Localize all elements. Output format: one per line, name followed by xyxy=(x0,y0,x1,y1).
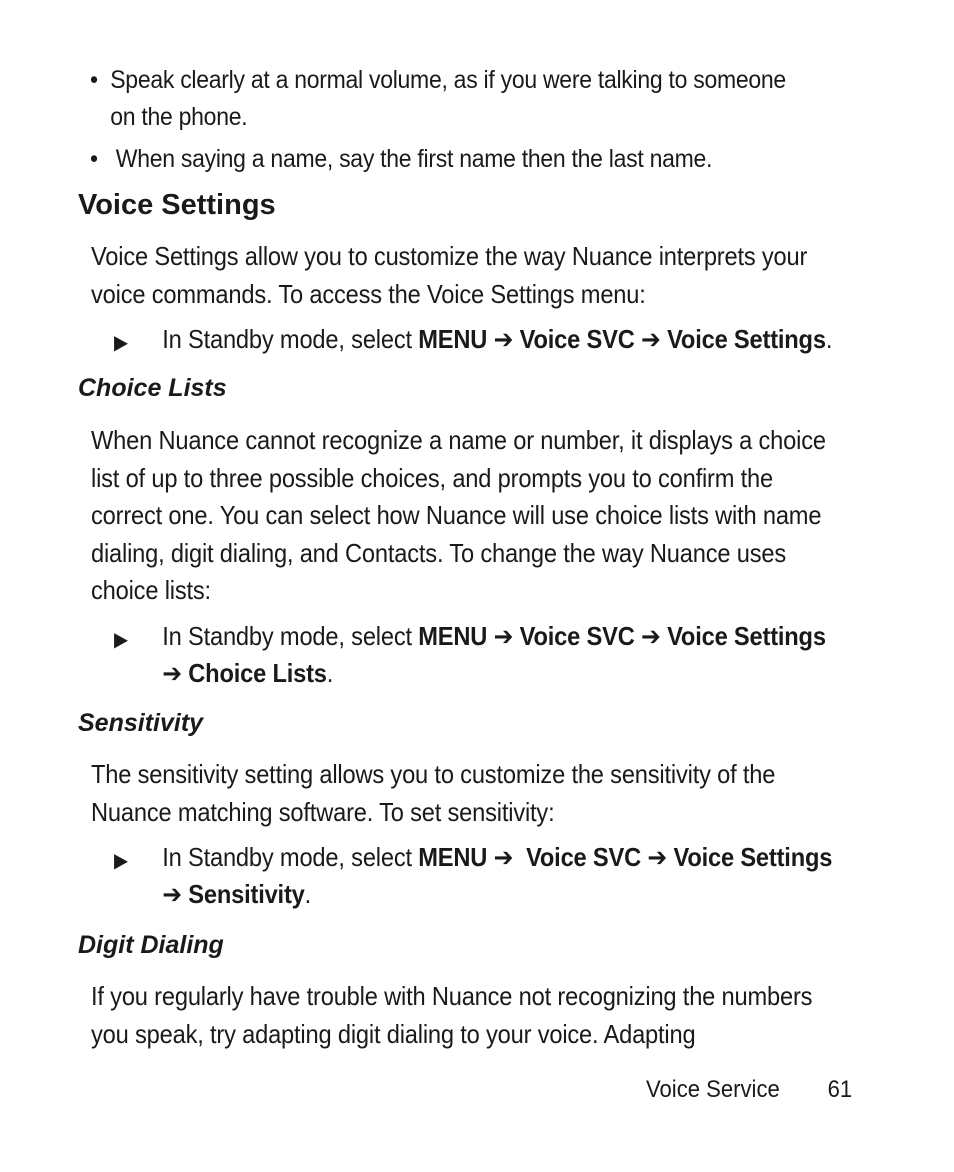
bullet-item-saying-name xyxy=(90,141,798,178)
sensitivity-body: The sensitivity setting allows you to customize the sensitivity of the Nuance matching software. To set sensitivity: xyxy=(91,759,776,827)
choice-lists-step xyxy=(114,618,851,692)
bullet-marker: • xyxy=(90,66,98,94)
subheading-choice-lists: Choice Lists xyxy=(78,374,227,402)
step-arrow-icon: ▶ xyxy=(114,850,128,872)
choice-lists-body: When Nuance cannot recognize a name or number, it displays a choice list of up to three possible choices, and prompts you to confirm the correct one. You can select how Nuance will use choice lists with name dialing, digit dialing, and Contacts. To change the way Nuance uses choice lists: xyxy=(91,425,826,605)
step-text: In Standby mode, select MENU ➔ Voice SVC ➔ Voice Settings ➔ Sensitivity. xyxy=(162,842,833,909)
sensitivity-step xyxy=(114,839,851,913)
digit-dialing-body: If you regularly have trouble with Nuance not recognizing the numbers you speak, try adapting digit dialing to your voice. Adapting xyxy=(91,981,813,1049)
step-arrow-icon: ▶ xyxy=(114,629,128,651)
page-footer xyxy=(646,1074,852,1106)
bullet-text: Speak clearly at a normal volume, as if you were talking to someone on the phone. xyxy=(110,66,786,131)
subheading-digit-dialing: Digit Dialing xyxy=(78,931,224,959)
bullet-marker: • xyxy=(90,145,98,173)
section-heading-voice-settings: Voice Settings xyxy=(78,189,276,221)
subheading-sensitivity: Sensitivity xyxy=(78,709,204,737)
footer-section-name: Voice Service xyxy=(646,1076,780,1103)
bullet-item-speak-clearly xyxy=(90,62,798,136)
voice-settings-step xyxy=(114,321,851,358)
step-arrow-icon: ▶ xyxy=(114,332,128,354)
page-number: 61 xyxy=(827,1076,853,1103)
bullet-text: When saying a name, say the first name then the last name. xyxy=(115,145,713,173)
step-text: In Standby mode, select MENU ➔ Voice SVC ➔ Voice Settings ➔ Choice Lists. xyxy=(162,621,826,688)
voice-settings-intro: Voice Settings allow you to customize the way Nuance interprets your voice commands. To access the Voice Settings menu: xyxy=(91,241,808,309)
step-text: In Standby mode, select MENU ➔ Voice SVC ➔ Voice Settings. xyxy=(162,324,833,354)
